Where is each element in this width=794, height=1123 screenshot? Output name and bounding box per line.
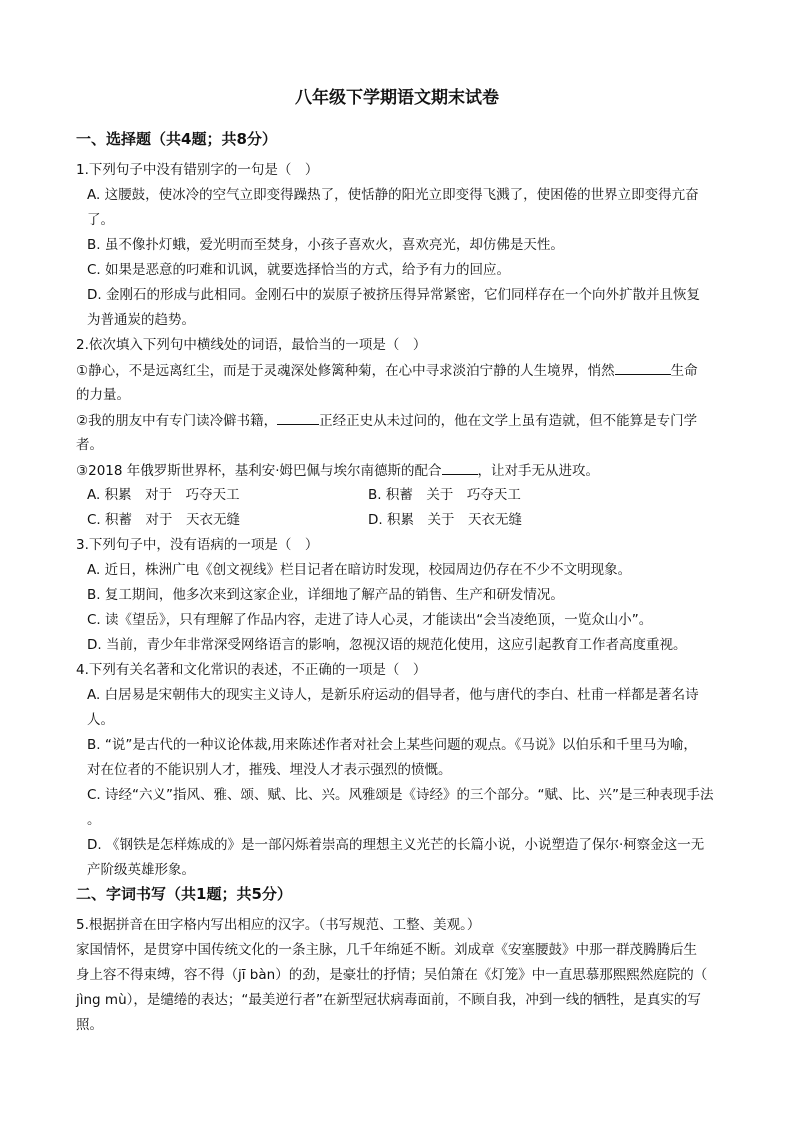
question-5-passage-line-2: 身上容不得束缚，容不得（jī bàn）的劲，是豪壮的抒情；吴伯箫在《灯笼》中一直思慕那熙熙然庭院的（ xyxy=(76,967,708,983)
question-2-sentence-1 xyxy=(76,360,698,381)
question-1-option-a-cont: 了。 xyxy=(87,212,114,228)
question-2-sentence-1-text-end: 生命 xyxy=(670,363,698,379)
question-4-stem: 4.下列有关名著和文化常识的表述，不正确的一项是（ ） xyxy=(76,662,427,678)
question-1-option-b: B. 虽不像扑灯蛾，爱光明而至焚身，小孩子喜欢火，喜欢亮光，却仿佛是天性。 xyxy=(87,237,564,253)
question-2-option-d: D. 积累 关于 天衣无缝 xyxy=(368,512,522,528)
question-3-stem: 3.下列句子中，没有语病的一项是（ ） xyxy=(76,537,319,553)
question-4-option-d-cont: 产阶级英雄形象。 xyxy=(87,862,195,878)
question-4-option-d: D. 《钢铁是怎样炼成的》是一部闪烁着崇高的理想主义光芒的长篇小说，小说塑造了保尔·柯察金这一无 xyxy=(87,837,705,853)
question-2-sentence-2-text-end: 正经正史从未过问的，他在文学上虽有造就，但不能算是专门学 xyxy=(319,413,698,429)
answer-blank xyxy=(615,360,671,375)
question-1-option-a: A. 这腰鼓，使冰冷的空气立即变得躁热了，使恬静的阳光立即变得飞溅了，使困倦的世界立即变得亢奋 xyxy=(87,187,699,203)
question-3-option-d: D. 当前，青少年非常深受网络语言的影响，忽视汉语的规范化使用，这应引起教育工作者高度重视。 xyxy=(87,637,687,653)
question-5-passage-line-3: jìng mù），是缱绻的表达；“最美逆行者”在新型冠状病毒面前，不顾自我，冲到一线的牺牲，是真实的写 xyxy=(76,992,701,1008)
question-3-option-c: C. 读《望岳》，只有理解了作品内容，走进了诗人心灵，才能读出“会当凌绝顶，一览众山小”。 xyxy=(87,612,653,628)
section-heading-writing: 二、字词书写（共1题；共5分） xyxy=(76,885,292,903)
question-2-sentence-2-text: ②我的朋友中有专门读冷僻书籍， xyxy=(76,413,278,429)
question-2-sentence-2 xyxy=(76,410,697,431)
question-2-sentence-2-cont: 者。 xyxy=(76,437,103,453)
question-1-option-d: D. 金刚石的形成与此相同。金刚石中的炭原子被挤压得异常紧密，它们同样存在一个向外扩散并且恢复 xyxy=(87,287,700,303)
question-3-option-b: B. 复工期间，他多次来到这家企业，详细地了解产品的销售、生产和研发情况。 xyxy=(87,587,564,603)
question-2-option-c: C. 积蓄 对于 天衣无缝 xyxy=(87,512,241,528)
question-4-option-b: B. “说”是古代的一种议论体裁,用来陈述作者对社会上某些问题的观点。《马说》以伯乐和千里马为喻， xyxy=(87,737,697,753)
question-1-option-c: C. 如果是恶意的叼难和讥讽，就要选择恰当的方式，给予有力的回应。 xyxy=(87,262,511,278)
question-2-sentence-3-text: ③2018 年俄罗斯世界杯，基利安·姆巴佩与埃尔南德斯的配合 xyxy=(76,463,442,479)
answer-blank xyxy=(277,410,319,425)
answer-blank xyxy=(442,460,478,475)
question-2-option-a: A. 积累 对于 巧夺天工 xyxy=(87,487,240,503)
question-4-option-a: A. 白居易是宋朝伟大的现实主义诗人，是新乐府运动的倡导者，他与唐代的李白、杜甫一样都是著名诗 xyxy=(87,687,699,703)
question-4-option-c: C. 诗经“六义”指风、雅、颂、赋、比、兴。风雅颂是《诗经》的三个部分。“赋、比、兴”是三种表现手法 xyxy=(87,787,714,803)
question-2-sentence-1-text: ①静心，不是远离红尘，而是于灵魂深处修篱种菊，在心中寻求淡泊宁静的人生境界，悄然 xyxy=(76,363,615,379)
question-1-stem: 1.下列句子中没有错别字的一句是（ ） xyxy=(76,162,319,178)
exam-title: 八年级下学期语文期末试卷 xyxy=(295,88,499,108)
question-2-option-b: B. 积蓄 关于 巧夺天工 xyxy=(368,487,521,503)
question-4-option-c-cont: 。 xyxy=(87,812,101,828)
question-2-sentence-1-cont: 的力量。 xyxy=(76,387,130,403)
question-5-stem: 5.根据拼音在田字格内写出相应的汉字。（书写规范、工整、美观。） xyxy=(76,917,481,933)
question-4-option-a-cont: 人。 xyxy=(87,712,114,728)
question-1-option-d-cont: 为普通炭的趋势。 xyxy=(87,312,195,328)
question-5-passage-line-1: 家国情怀，是贯穿中国传统文化的一条主脉，几千年绵延不断。刘成章《安塞腰鼓》中那一群茂腾腾后生 xyxy=(76,942,697,958)
section-heading-choice: 一、选择题（共4题；共8分） xyxy=(76,130,277,148)
question-5-passage-line-4: 照。 xyxy=(76,1017,103,1033)
question-2-stem: 2.依次填入下列句中横线处的词语，最恰当的一项是（ ） xyxy=(76,337,427,353)
question-2-sentence-3-text-end: ，让对手无从进攻。 xyxy=(477,463,600,479)
question-4-option-b-cont: 对在位者的不能识别人才，摧残、埋没人才表示强烈的愤慨。 xyxy=(87,762,452,778)
question-2-sentence-3 xyxy=(76,460,599,481)
question-3-option-a: A. 近日，株洲广电《创文视线》栏目记者在暗访时发现，校园周边仍存在不少不文明现象。 xyxy=(87,562,632,578)
